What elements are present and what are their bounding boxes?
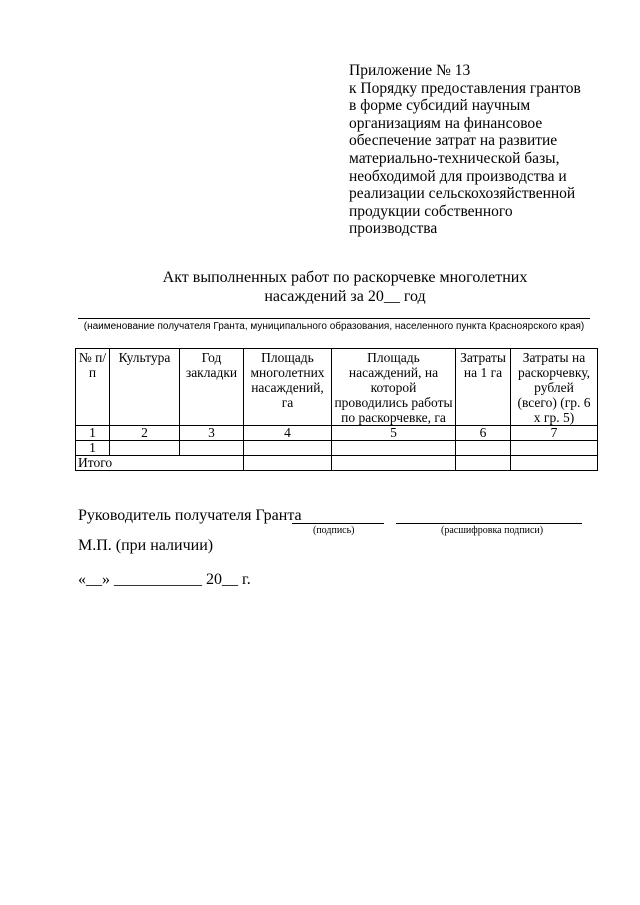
appendix-line: в форме субсидий научным	[349, 97, 531, 115]
header-culture: Культура	[110, 349, 180, 426]
works-table	[75, 348, 598, 471]
stamp-label: М.П. (при наличии)	[78, 537, 214, 554]
title-line-1: Акт выполненных работ по раскорчевке многолетних	[162, 269, 528, 286]
appendix-line: продукции собственного	[349, 202, 513, 220]
header-perennial-area: Площадь многолетних насаждений, га	[244, 349, 332, 426]
column-number-row	[76, 426, 598, 441]
signature-field[interactable]	[292, 523, 384, 524]
recipient-caption: (наименование получателя Гранта, муниципального образования, населенного пункта Красноярского края)	[83, 321, 585, 332]
appendix-line: к Порядку предоставления грантов	[349, 79, 581, 97]
signature-decode-caption: (расшифровка подписи)	[441, 525, 544, 536]
total-label: Итого	[76, 456, 244, 471]
column-number: 7	[511, 426, 598, 441]
header-number: № п/п	[76, 349, 110, 426]
date-line: «__» ___________ 20__ г.	[78, 571, 251, 588]
appendix-line: обеспечение затрат на развитие	[349, 132, 558, 150]
appendix-block	[349, 62, 599, 238]
table-header-row	[76, 349, 598, 426]
row-number: 1	[76, 441, 110, 456]
column-number: 5	[332, 426, 456, 441]
column-number: 1	[76, 426, 110, 441]
recipient-name-line	[78, 318, 590, 319]
appendix-line: организациям на финансовое	[349, 114, 543, 132]
table-cell[interactable]	[332, 456, 456, 471]
appendix-line: материально-технической базы,	[349, 149, 560, 167]
table-cell[interactable]	[244, 441, 332, 456]
signature-label: Руководитель получателя Гранта	[78, 507, 302, 524]
table-cell[interactable]	[110, 441, 180, 456]
appendix-line: производства	[349, 220, 438, 238]
table-row	[76, 441, 598, 456]
appendix-line: Приложение № 13	[349, 62, 471, 79]
table-cell[interactable]	[456, 456, 511, 471]
table-cell[interactable]	[244, 456, 332, 471]
table-cell[interactable]	[511, 456, 598, 471]
column-number: 2	[110, 426, 180, 441]
header-cost-per-ha: Затраты на 1 га	[456, 349, 511, 426]
appendix-line: необходимой для производства и	[349, 167, 567, 185]
table-cell[interactable]	[456, 441, 511, 456]
total-row	[76, 456, 598, 471]
appendix-line: реализации сельскохозяйственной	[349, 185, 576, 203]
column-number: 3	[180, 426, 244, 441]
signature-caption: (подпись)	[313, 525, 355, 536]
header-total-cost: Затраты на раскорчевку, рублей (всего) (гр. 6 х гр. 5)	[511, 349, 598, 426]
table-cell[interactable]	[180, 441, 244, 456]
table-cell[interactable]	[511, 441, 598, 456]
header-uprooting-area: Площадь насаждений, на которой проводились работы по раскорчевке, га	[332, 349, 456, 426]
header-planting-year: Год закладки	[180, 349, 244, 426]
signature-decode-field[interactable]	[396, 523, 582, 524]
title-line-2: насаждений за 20__ год	[264, 288, 426, 305]
document-title	[0, 268, 640, 306]
column-number: 6	[456, 426, 511, 441]
column-number: 4	[244, 426, 332, 441]
table-cell[interactable]	[332, 441, 456, 456]
